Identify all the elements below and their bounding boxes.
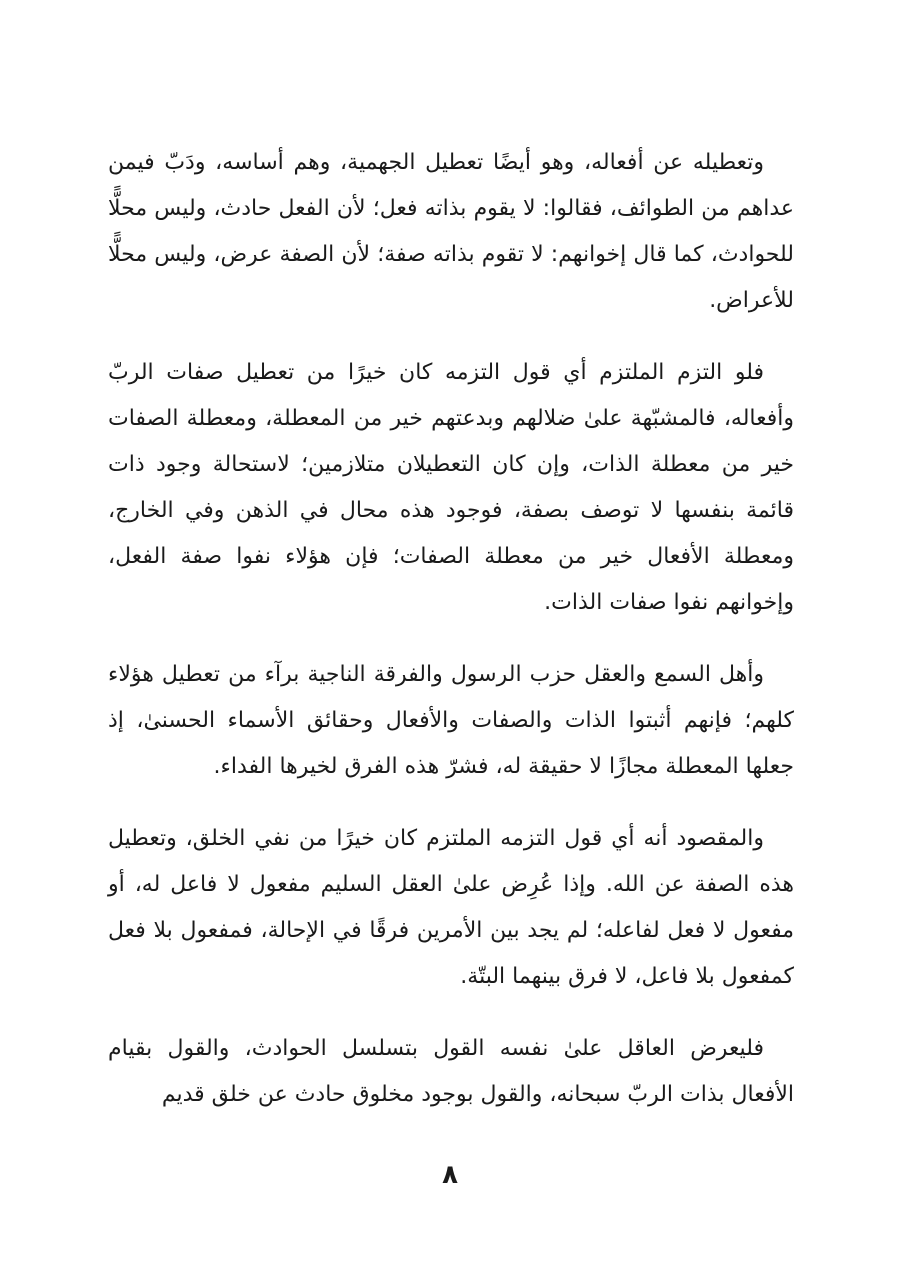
paragraph-1: وتعطيله عن أفعاله، وهو أيضًا تعطيل الجهمية، وهم أساسه، ودَبّ فيمن عداهم من الطوائف، فقالوا: لا يقوم بذاته فعل؛ لأن الفعل حادث، وليس محلًّا للحوادث، كما قال إخوانهم: لا تقوم بذاته صفة؛ لأن الصفة عرض، وليس محلًّا للأعراض. — [108, 150, 794, 313]
paragraph-4: والمقصود أنه أي قول التزمه الملتزم كان خيرًا من نفي الخلق، وتعطيل هذه الصفة عن الله. وإذا عُرِض علىٰ العقل السليم مفعول لا فاعل له، أو مفعول لا فعل لفاعله؛ لم يجد بين الأمرين فرقًا في الإحالة، فمفعول بلا فعل كمفعول بلا فاعل، لا فرق بينهما البتّة. — [108, 826, 794, 989]
page-number: ٨ — [442, 1160, 458, 1190]
paragraph-3: وأهل السمع والعقل حزب الرسول والفرقة الناجية برآء من تعطيل هؤلاء كلهم؛ فإنهم أثبتوا الذات والصفات والأفعال وحقائق الأسماء الحسنىٰ، إذ جعلها المعطلة مجازًا لا حقيقة له، فشرّ هذه الفرق لخيرها الفداء. — [108, 662, 794, 779]
paragraph-2: فلو التزم الملتزم أي قول التزمه كان خيرًا من تعطيل صفات الربّ وأفعاله، فالمشبّهة علىٰ ضلالهم وبدعتهم خير من المعطلة، ومعطلة الصفات خير من معطلة الذات، وإن كان التعطيلان متلازمين؛ لاستحالة وجود ذات قائمة بنفسها لا توصف بصفة، فوجود هذه محال في الذهن وفي الخارج، ومعطلة الأفعال خير من معطلة الصفات؛ فإن هؤلاء نفوا صفة الفعل، وإخوانهم نفوا صفات الذات. — [108, 360, 794, 615]
paragraph-5: فليعرض العاقل علىٰ نفسه القول بتسلسل الحوادث، والقول بقيام الأفعال بذات الربّ سبحانه، والقول بوجود مخلوق حادث عن خلق قديم — [108, 1036, 794, 1107]
page-body — [108, 140, 794, 1144]
